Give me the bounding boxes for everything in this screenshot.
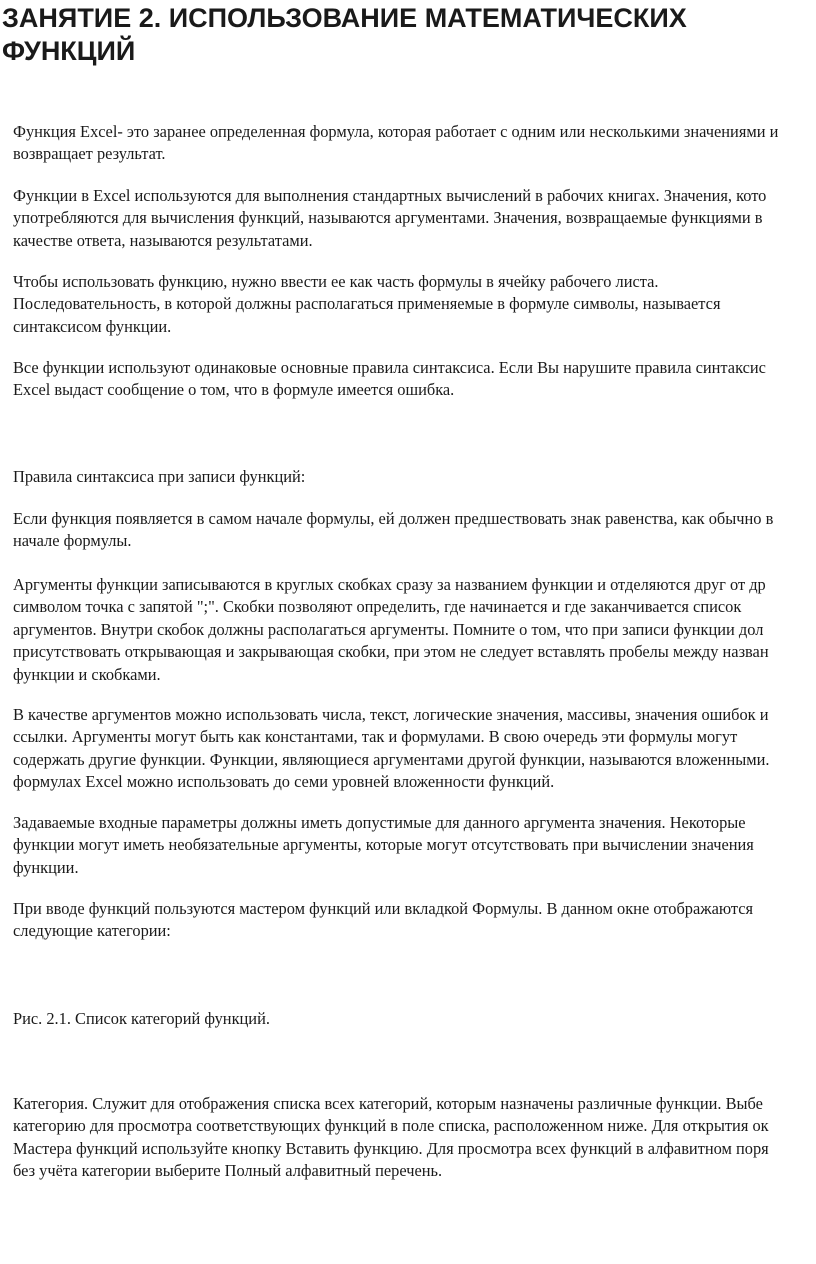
paragraph-input-parameters xyxy=(13,812,754,879)
text-line: Все функции используют одинаковые основные правила синтаксиса. Если Вы нарушите правила синтаксис xyxy=(13,358,766,377)
text-line: формулах Excel можно использовать до семи уровней вложенности функций. xyxy=(13,772,555,792)
text-line: следующие категории: xyxy=(13,921,171,941)
text-line: Правила синтаксиса при записи функций: xyxy=(13,467,306,486)
text-line: синтаксисом функции. xyxy=(13,316,172,336)
text-line: функции и скобками. xyxy=(13,664,161,684)
text-line: Последовательность, в которой должны располагаться применяемые в формуле символы, называется xyxy=(13,294,721,314)
text-line: Рис. 2.1. Список категорий функций. xyxy=(13,1009,270,1028)
paragraph-excel-function-definition xyxy=(13,121,778,166)
paragraph-syntax-rules-heading xyxy=(13,466,305,488)
paragraph-function-wizard xyxy=(13,898,753,943)
title-line: ЗАНЯТИЕ 2. ИСПОЛЬЗОВАНИЕ МАТЕМАТИЧЕСКИХ xyxy=(2,3,687,33)
text-line: возвращает результат. xyxy=(13,144,166,164)
text-line: содержать другие функции. Функции, являющиеся аргументами другой функции, называются вложенными. xyxy=(13,749,770,769)
paragraph-using-function xyxy=(13,271,720,338)
text-line: При вводе функций пользуются мастером функций или вкладкой Формулы. В данном окне отображаются xyxy=(13,899,754,918)
paragraph-arguments-parentheses xyxy=(13,574,769,686)
paragraph-functions-in-excel xyxy=(13,185,766,252)
text-line: В качестве аргументов можно использовать числа, текст, логические значения, массивы, значения ошибок и xyxy=(13,705,769,724)
text-line: Функции в Excel используются для выполнения стандартных вычислений в рабочих книгах. Значения, кото xyxy=(13,186,767,205)
text-line: Аргументы функции записываются в круглых скобках сразу за названием функции и отделяются друг от др xyxy=(13,575,766,594)
text-line: символом точка с запятой ";". Скобки позволяют определить, где начинается и где заканчивается список xyxy=(13,597,742,617)
text-line: Чтобы использовать функцию, нужно ввести ее как часть формулы в ячейку рабочего листа. xyxy=(13,272,659,291)
text-line: без учёта категории выберите Полный алфавитный перечень. xyxy=(13,1161,443,1181)
text-line: Функция Excel- это заранее определенная формула, которая работает с одним или несколькими значениями и xyxy=(13,122,779,141)
text-line: употребляются для вычисления функций, называются аргументами. Значения, возвращаемые функциями в xyxy=(13,208,763,228)
text-line: Если функция появляется в самом начале формулы, ей должен предшествовать знак равенства, как обычно в xyxy=(13,509,774,528)
text-line: начале формулы. xyxy=(13,531,132,551)
text-line: аргументов. Внутри скобок должны располагаться аргументы. Помните о том, что при записи функции дол xyxy=(13,619,764,639)
paragraph-category xyxy=(13,1093,769,1183)
text-line: категорию для просмотра соответствующих функций в поле списка, расположенном ниже. Для открытия ок xyxy=(13,1116,769,1136)
page-title xyxy=(2,2,816,68)
text-line: функции могут иметь необязательные аргументы, которые могут отсутствовать при вычислении значения xyxy=(13,835,754,855)
paragraph-equals-sign-rule xyxy=(13,508,773,553)
text-line: ссылки. Аргументы могут быть как константами, так и формулами. В свою очередь эти формулы могут xyxy=(13,727,738,747)
figure-caption xyxy=(13,1008,270,1030)
text-line: Мастера функций используйте кнопку Вставить функцию. Для просмотра всех функций в алфавитном поря xyxy=(13,1138,769,1158)
text-line: Категория. Служит для отображения списка всех категорий, которым назначены различные функции. Выбе xyxy=(13,1094,763,1113)
paragraph-syntax-rules-intro xyxy=(13,357,766,402)
text-line: Excel выдаст сообщение о том, что в формуле имеется ошибка. xyxy=(13,380,455,400)
paragraph-argument-types xyxy=(13,704,769,794)
text-line: присутствовать открывающая и закрывающая скобки, при этом не следует вставлять пробелы между назван xyxy=(13,642,769,662)
text-line: функции. xyxy=(13,857,79,877)
text-line: качестве ответа, называются результатами. xyxy=(13,230,313,250)
text-line: Задаваемые входные параметры должны иметь допустимые для данного аргумента значения. Некоторые xyxy=(13,813,746,832)
title-line: ФУНКЦИЙ xyxy=(2,36,136,66)
